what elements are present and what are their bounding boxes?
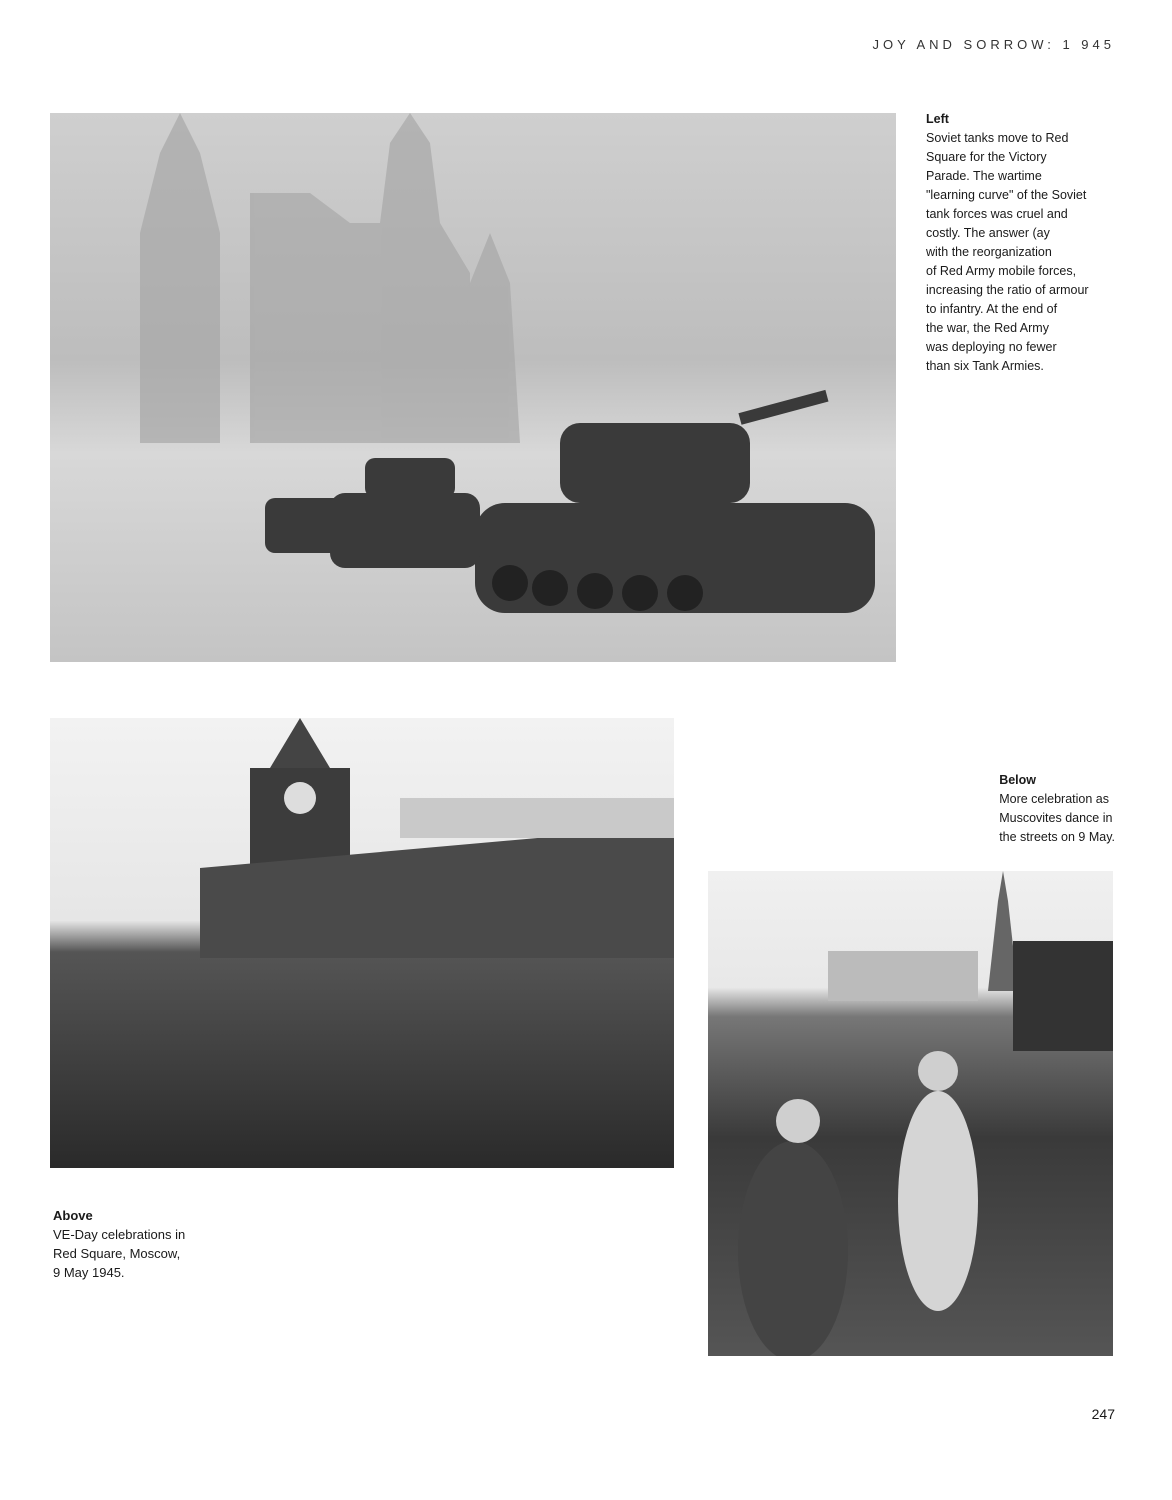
photo-muscovites-dancing bbox=[708, 871, 1113, 1356]
caption-line: increasing the ratio of armour bbox=[926, 283, 1089, 297]
caption-line: 9 May 1945. bbox=[53, 1265, 125, 1280]
caption-line: the streets on 9 May. bbox=[999, 830, 1115, 844]
caption-line: than six Tank Armies. bbox=[926, 359, 1044, 373]
caption-line: Parade. The wartime bbox=[926, 169, 1042, 183]
caption-line: Square for the Victory bbox=[926, 150, 1047, 164]
caption-below-title: Below bbox=[999, 773, 1037, 787]
photo-ve-day-crowd bbox=[50, 718, 674, 1168]
caption-line: VE-Day celebrations in bbox=[53, 1227, 186, 1242]
caption-line: of Red Army mobile forces, bbox=[926, 264, 1077, 278]
caption-line: tank forces was cruel and bbox=[926, 207, 1068, 221]
caption-line: with the reorganization bbox=[926, 245, 1052, 259]
caption-above-title: Above bbox=[53, 1208, 93, 1223]
caption-left bbox=[926, 110, 1089, 376]
caption-line: Red Square, Moscow, bbox=[53, 1246, 181, 1261]
caption-line: Soviet tanks move to Red bbox=[926, 131, 1069, 145]
page-number: 247 bbox=[1091, 1406, 1115, 1422]
caption-line: Muscovites dance in bbox=[999, 811, 1113, 825]
caption-line: was deploying no fewer bbox=[926, 340, 1057, 354]
caption-left-title: Left bbox=[926, 112, 949, 126]
running-header: JOY AND SORROW: 1 945 bbox=[872, 37, 1115, 52]
caption-line: to infantry. At the end of bbox=[926, 302, 1058, 316]
caption-above bbox=[53, 1206, 185, 1282]
caption-below bbox=[999, 771, 1115, 847]
caption-line: costly. The answer (ay bbox=[926, 226, 1050, 240]
caption-line: "learning curve" of the Soviet bbox=[926, 188, 1087, 202]
photo-tanks-red-square bbox=[50, 113, 896, 662]
caption-line: the war, the Red Army bbox=[926, 321, 1049, 335]
caption-line: More celebration as bbox=[999, 792, 1109, 806]
